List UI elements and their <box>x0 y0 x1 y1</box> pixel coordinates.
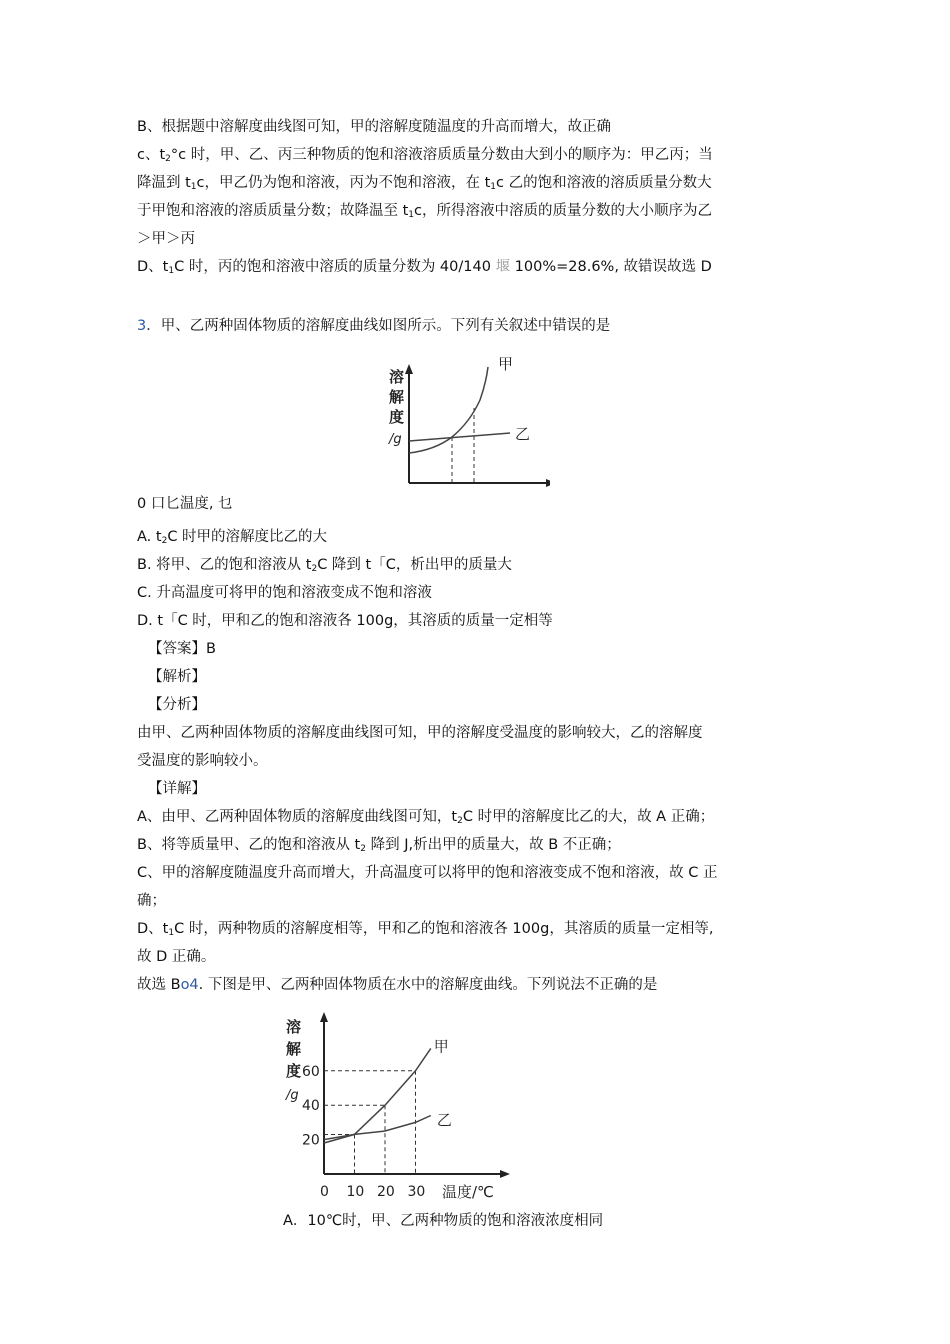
text-line-d: D、$t_1C$ 时，丙的饱和溶液中溶质的质量分数为 40/140 堰 100%=28.6%, 故错误故选 D <box>137 259 712 276</box>
chart1-x-arrow <box>546 479 550 487</box>
chart2-ytick-40: 40 <box>302 1098 320 1115</box>
text-line-c2: 降温到 $t_1c$，甲乙仍为饱和溶液，丙为不饱和溶液，在 $t_1c$ 乙的饱和溶液的溶质质量分数大 <box>137 175 712 192</box>
detail-b: B、将等质量甲、乙的饱和溶液从 $t_2$ 降到 J,析出甲的质量大，故 B 不正确； <box>137 837 621 854</box>
question-number: 3 <box>137 318 147 334</box>
final-line: 故选 Bo4. 下图是甲、乙两种固体物质在水中的溶解度曲线。下列说法不正确的是 <box>137 977 658 993</box>
chart1-ylabel-1: 溶 <box>389 368 405 386</box>
option-b: B. 将甲、乙的饱和溶液从 $t_2C$ 降到 t「C，析出甲的质量大 <box>137 557 512 574</box>
solubility-chart-1 <box>380 350 550 490</box>
answer: 【答案】B <box>148 641 216 657</box>
chart1-ylabel-3: 度 <box>389 408 405 426</box>
chart2-ytick-60: 60 <box>302 1063 320 1080</box>
chart2-legend-yi: 乙 <box>436 1110 452 1129</box>
detail-c1: C、甲的溶解度随温度升高而增大，升高温度可以将甲的饱和溶液变成不饱和溶液，故 C 正 <box>137 865 718 881</box>
figure-caption: 0 口匕温度, 乜 <box>137 496 233 512</box>
chart1-y-arrow <box>405 364 413 374</box>
chart2-xtick-0: 0 <box>320 1184 329 1200</box>
chart2-x-arrow <box>500 1170 510 1178</box>
chart1-ylabel-4: /g <box>389 432 402 447</box>
chart2-xlabel: 温度/℃ <box>442 1183 494 1201</box>
chart2-ylabel-4: /g <box>286 1088 299 1103</box>
fenxi-line-1: 由甲、乙两种固体物质的溶解度曲线图可知，甲的溶解度受温度的影响较大，乙的溶解度 <box>137 725 703 741</box>
chart1-legend-jia: 甲 <box>498 355 514 373</box>
chart2-series-yi <box>324 1116 431 1140</box>
option-d: D. t「C 时，甲和乙的饱和溶液各 100g，其溶质的质量一定相等 <box>137 613 553 629</box>
text-line-c3: 于甲饱和溶液的溶质质量分数；故降温至 $t_1c$，所得溶液中溶质的质量分数的大小顺序为乙 <box>137 203 713 220</box>
chart2-ytick-20: 20 <box>302 1132 320 1149</box>
text-line-b: B、根据题中溶解度曲线图可知，甲的溶解度随温度的升高而增大，故正确 <box>137 119 611 135</box>
detail-label: 【详解】 <box>148 781 206 797</box>
chart2-ylabel-2: 解 <box>286 1040 302 1058</box>
detail-a: A、由甲、乙两种固体物质的溶解度曲线图可知，$t_2C$ 时甲的溶解度比乙的大，故 A 正确； <box>137 809 715 826</box>
chart2-ylabel-1: 溶 <box>286 1018 302 1036</box>
chart2-xtick-20: 20 <box>377 1184 395 1200</box>
solubility-chart-2 <box>280 1010 520 1202</box>
question-3-stem: 3．甲、乙两种固体物质的溶解度曲线如图所示。下列有关叙述中错误的是 <box>137 318 611 334</box>
text-line-c4: ＞甲＞丙 <box>137 231 195 247</box>
chart1-series-yi <box>409 433 510 441</box>
chart2-legend-jia: 甲 <box>433 1037 449 1056</box>
chart2-y-arrow <box>320 1012 328 1022</box>
detail-d: D、$t_1C$ 时，两种物质的溶解度相等，甲和乙的饱和溶液各 100g，其溶质的质量一定相等, <box>137 921 714 938</box>
fenxi-line-2: 受温度的影响较小。 <box>137 753 268 769</box>
chart2-xtick-10: 10 <box>346 1184 365 1200</box>
chart2-ylabel-3: 度 <box>286 1062 302 1080</box>
chart2-series-jia <box>324 1048 431 1143</box>
option-a: A. $t_2C$ 时甲的溶解度比乙的大 <box>137 529 328 546</box>
detail-c2: 确； <box>137 893 166 909</box>
detail-d2: 故 D 正确。 <box>137 949 216 965</box>
q4-option-a: A．10℃时，甲、乙两种物质的饱和溶液浓度相同 <box>283 1213 604 1229</box>
option-c: C. 升高温度可将甲的饱和溶液变成不饱和溶液 <box>137 585 432 601</box>
analysis-label: 【解析】 <box>148 669 206 685</box>
chart1-legend-yi: 乙 <box>515 425 531 443</box>
chart1-ylabel-2: 解 <box>389 388 405 406</box>
fenxi-label: 【分析】 <box>148 697 206 713</box>
chart2-xtick-30: 30 <box>407 1184 426 1200</box>
text-line-c1: c、$t_2^\circ c$ 时，甲、乙、丙三种物质的饱和溶液溶质质量分数由大到小的顺序为：甲乙丙；当 <box>137 147 713 164</box>
